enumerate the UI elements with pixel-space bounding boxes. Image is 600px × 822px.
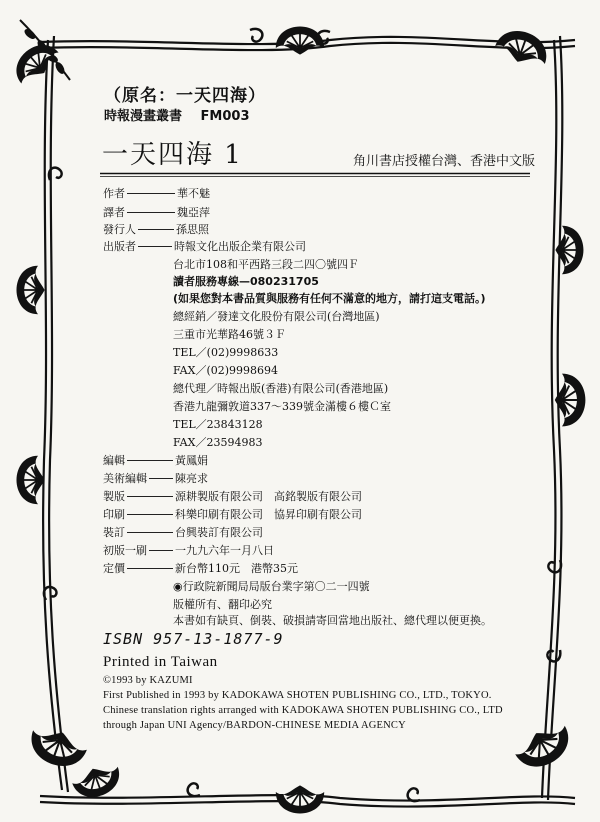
agent-hk: 總代理／時報出版(香港)有限公司(香港地區) [173, 382, 389, 395]
distributor-tel: TEL／(02)9998633 [173, 346, 279, 359]
book-title: 一天四海 1 [102, 140, 243, 170]
publisher-address: 台北市108和平西路三段二四〇號四Ｆ [173, 258, 359, 271]
series-code: FM003 [200, 109, 250, 124]
leader-line [149, 550, 173, 551]
credit-value: 孫思照 [176, 223, 209, 236]
first-published-line: First Published in 1993 by KADOKAWA SHOTEN PUBLISHING CO., LTD., TOKYO. [103, 690, 492, 701]
series-line [104, 105, 250, 124]
agency-line: through Japan UNI Agency/BARDON-CHINESE MEDIA AGENCY [103, 720, 406, 731]
leader-line [149, 478, 173, 479]
agent-fax: FAX／23594983 [173, 436, 263, 449]
credit-label: 譯者 [103, 206, 125, 219]
staff-art-editor [103, 470, 208, 486]
credit-label: 出版者 [103, 240, 136, 253]
leader-line [138, 229, 174, 230]
credit-publisher [103, 238, 306, 254]
translation-rights-line: Chinese translation rights arranged with KADOKAWA SHOTEN PUBLISHING CO., LTD [103, 705, 503, 716]
distributor-fax: FAX／(02)9998694 [173, 364, 279, 377]
leader-line [127, 568, 173, 569]
staff-first-print [103, 542, 274, 558]
copyright-line: ©1993 by KAZUMI [103, 675, 193, 686]
license-note: 角川書店授權台灣、香港中文版 [353, 154, 536, 169]
credit-label: 作者 [103, 187, 125, 200]
credit-value: 魏亞萍 [177, 206, 210, 219]
staff-label: 定價 [103, 562, 125, 575]
agent-tel: TEL／23843128 [173, 418, 263, 431]
staff-label: 印刷 [103, 508, 125, 521]
staff-label: 製版 [103, 490, 125, 503]
leader-line [138, 246, 172, 247]
staff-value: 新台幣110元 港幣35元 [175, 562, 298, 575]
printed-in: Printed in Taiwan [103, 654, 218, 670]
title-rules [100, 172, 530, 178]
staff-platemaking [103, 488, 362, 504]
distributor-address: 三重市光華路46號３Ｆ [173, 328, 286, 341]
isbn: ISBN 957-13-1877-9 [103, 630, 284, 648]
staff-value: 源耕製版有限公司 高銘製版有限公司 [175, 490, 362, 503]
staff-editor [103, 452, 208, 468]
leader-line [127, 460, 173, 461]
credit-author [103, 185, 210, 201]
license-number: ◉行政院新聞局局版台業字第〇二一四號 [173, 580, 370, 593]
credit-label: 發行人 [103, 223, 136, 236]
distributor-tw: 總經銷／發達文化股份有限公司(台灣地區) [173, 310, 380, 323]
credit-value: 華不魅 [177, 187, 210, 200]
leader-line [127, 212, 175, 213]
replacement-notice: 本書如有缺頁、倒裝、破損請寄回當地出版社、總代理以便更換。 [173, 614, 492, 627]
leader-line [127, 193, 175, 194]
staff-label: 美術編輯 [103, 472, 147, 485]
leader-line [127, 514, 173, 515]
leader-line [127, 496, 173, 497]
staff-label: 初版一刷 [103, 544, 147, 557]
leader-line [127, 532, 173, 533]
service-note: (如果您對本書品質與服務有任何不滿意的地方，請打這支電話。) [173, 292, 486, 305]
staff-value: 陳亮求 [175, 472, 208, 485]
staff-value: 一九九六年一月八日 [175, 544, 274, 557]
credit-translator [103, 204, 210, 220]
original-title: （原名：一天四海） [104, 86, 266, 106]
staff-label: 裝訂 [103, 526, 125, 539]
staff-value: 台興裝訂有限公司 [175, 526, 263, 539]
staff-value: 科樂印刷有限公司 協昇印刷有限公司 [175, 508, 362, 521]
staff-printing [103, 506, 362, 522]
credit-issuer [103, 221, 209, 237]
staff-value: 黃鳳娟 [175, 454, 208, 467]
credit-value: 時報文化出版企業有限公司 [174, 240, 306, 253]
agent-address: 香港九龍彌敦道337～339號金滿樓６樓Ｃ室 [173, 400, 391, 413]
staff-price [103, 560, 298, 576]
series-name: 時報漫畫叢書 [104, 109, 183, 124]
reader-service-line: 讀者服務專線—080231705 [173, 275, 319, 288]
staff-binding [103, 524, 263, 540]
staff-label: 編輯 [103, 454, 125, 467]
copyright-notice: 版權所有、翻印必究 [173, 598, 272, 611]
